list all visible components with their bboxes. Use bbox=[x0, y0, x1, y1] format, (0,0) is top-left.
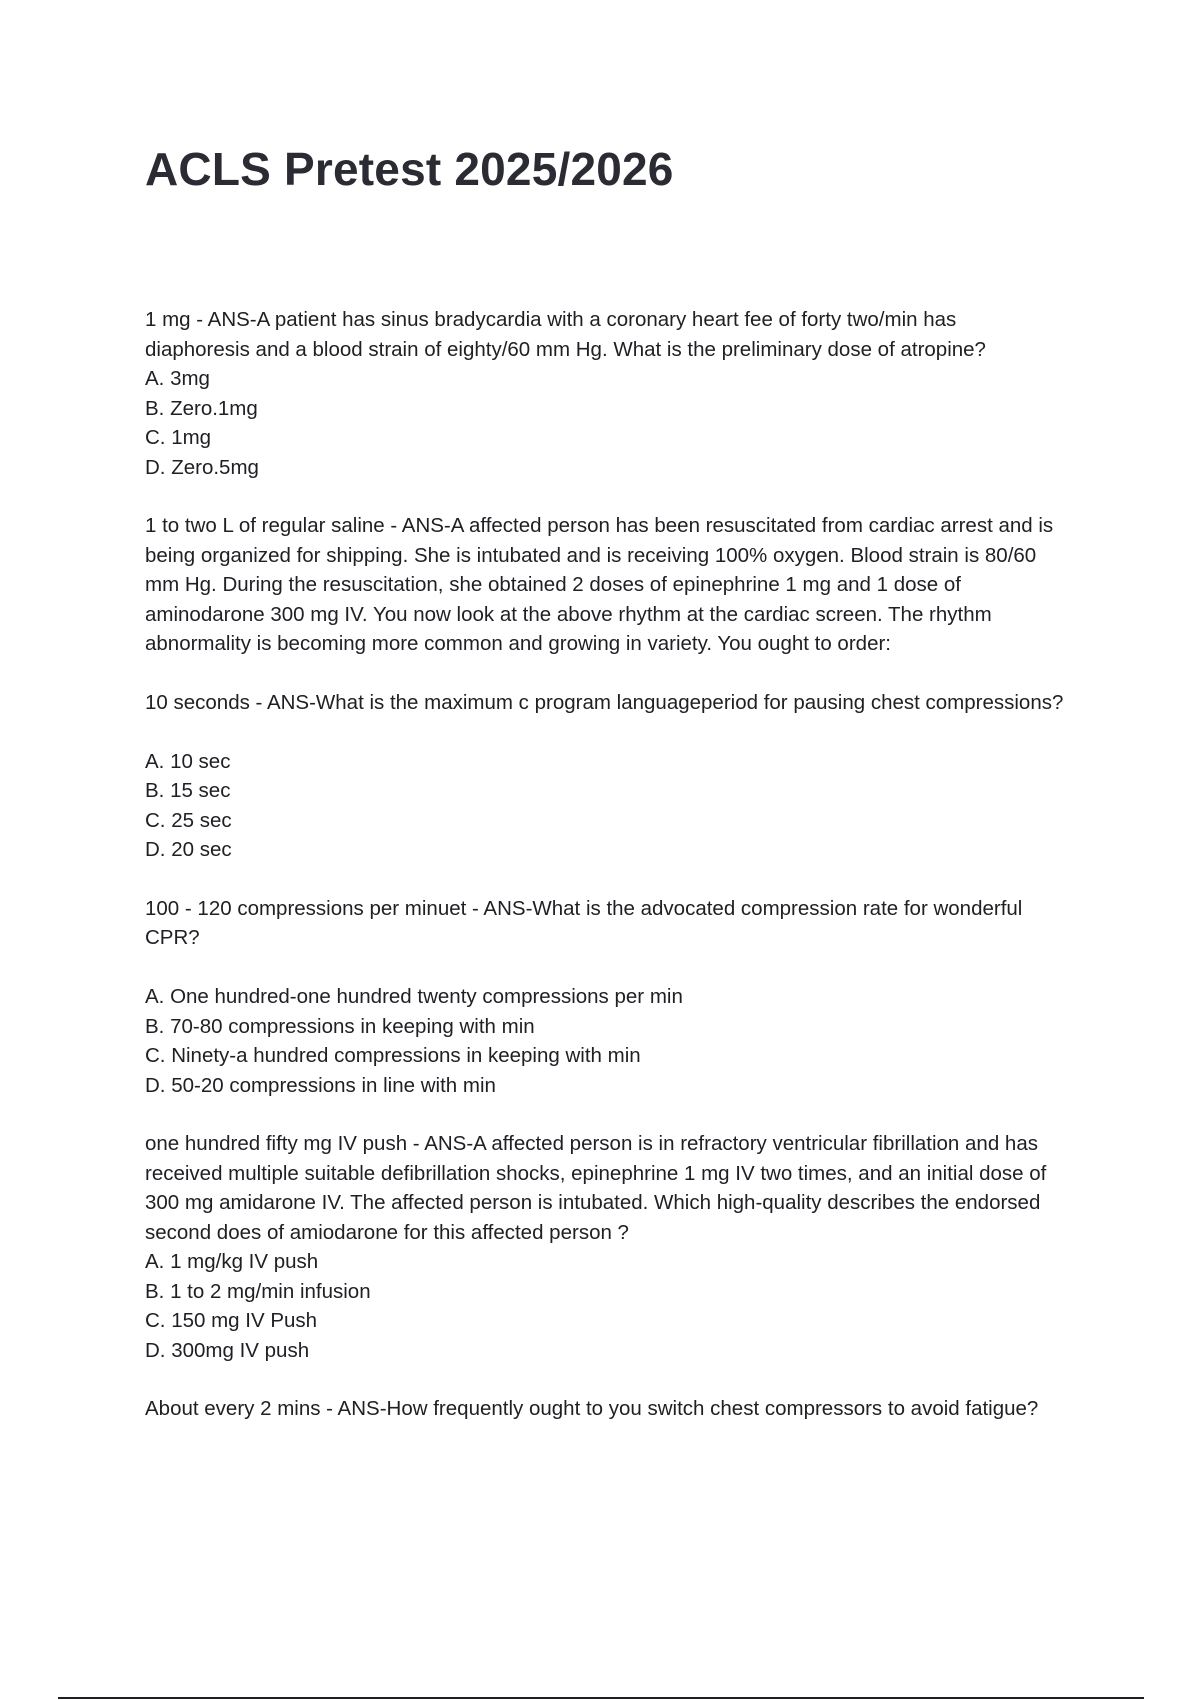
answer-options bbox=[145, 364, 1065, 482]
question-text: 100 - 120 compressions per minuet - ANS-What is the advocated compression rate for wonderful CPR? bbox=[145, 896, 1023, 949]
answer-options bbox=[145, 1247, 1065, 1365]
answer-options bbox=[145, 747, 1065, 865]
question-block bbox=[145, 688, 1065, 865]
answer-option: B. 1 to 2 mg/min infusion bbox=[145, 1279, 371, 1303]
question-block bbox=[145, 1129, 1065, 1365]
answer-option: B. Zero.1mg bbox=[145, 396, 258, 420]
question-block bbox=[145, 894, 1065, 1101]
footer-divider bbox=[58, 1697, 1144, 1699]
answer-options bbox=[145, 982, 1065, 1100]
document-title: ACLS Pretest 2025/2026 bbox=[145, 143, 674, 195]
answer-option: C. 25 sec bbox=[145, 808, 232, 832]
question-text: About every 2 mins - ANS-How frequently ought to you switch chest compressors to avoid fatigue? bbox=[145, 1397, 1039, 1420]
answer-option: B. 70-80 compressions in keeping with min bbox=[145, 1014, 535, 1038]
answer-option: C. Ninety-a hundred compressions in keeping with min bbox=[145, 1044, 641, 1067]
answer-option: D. Zero.5mg bbox=[145, 455, 259, 479]
answer-option: C. 1mg bbox=[145, 426, 212, 449]
question-text: 1 to two L of regular saline - ANS-A affected person has been resuscitated from cardiac arrest and is being organized for shipping. She is intubated and is receiving 100% oxygen. Blood strain is 80/60 mm Hg. During the resuscitation, she obtained 2 doses of epinephrine 1 mg and 1 dose of aminodarone 300 mg IV. You now look at the above rhythm at the cardiac screen. The rhythm abnormality is becoming more common and growing in variety. You ought to order: bbox=[145, 514, 1054, 655]
answer-option: D. 300mg IV push bbox=[145, 1338, 310, 1362]
answer-option: D. 50-20 compressions in line with min bbox=[145, 1073, 496, 1097]
question-block bbox=[145, 1394, 1065, 1424]
answer-option: A. 10 sec bbox=[145, 749, 231, 773]
question-text: one hundred fifty mg IV push - ANS-A affected person is in refractory ventricular fibrillation and has received multiple suitable defibrillation shocks, epinephrine 1 mg IV two times, and an initial dose of 300 mg amidarone IV. The affected person is intubated. Which high-quality describes the endorsed second does of amiodarone for this affected person ? bbox=[145, 1132, 1047, 1244]
question-text: 10 seconds - ANS-What is the maximum c program languageperiod for pausing chest compressions? bbox=[145, 690, 1064, 714]
answer-option: D. 20 sec bbox=[145, 838, 232, 861]
question-block bbox=[145, 305, 1065, 482]
answer-option: B. 15 sec bbox=[145, 779, 231, 802]
spacer bbox=[145, 717, 1065, 747]
answer-option: A. One hundred-one hundred twenty compressions per min bbox=[145, 985, 683, 1008]
answer-option: A. 1 mg/kg IV push bbox=[145, 1250, 319, 1273]
question-block bbox=[145, 511, 1065, 659]
question-list bbox=[145, 305, 1065, 1453]
question-text: 1 mg - ANS-A patient has sinus bradycardia with a coronary heart fee of forty two/min has diaphoresis and a blood strain of eighty/60 mm Hg. What is the preliminary dose of atropine? bbox=[145, 308, 986, 361]
answer-option: A. 3mg bbox=[145, 367, 210, 390]
answer-option: C. 150 mg IV Push bbox=[145, 1309, 318, 1332]
spacer bbox=[145, 953, 1065, 983]
